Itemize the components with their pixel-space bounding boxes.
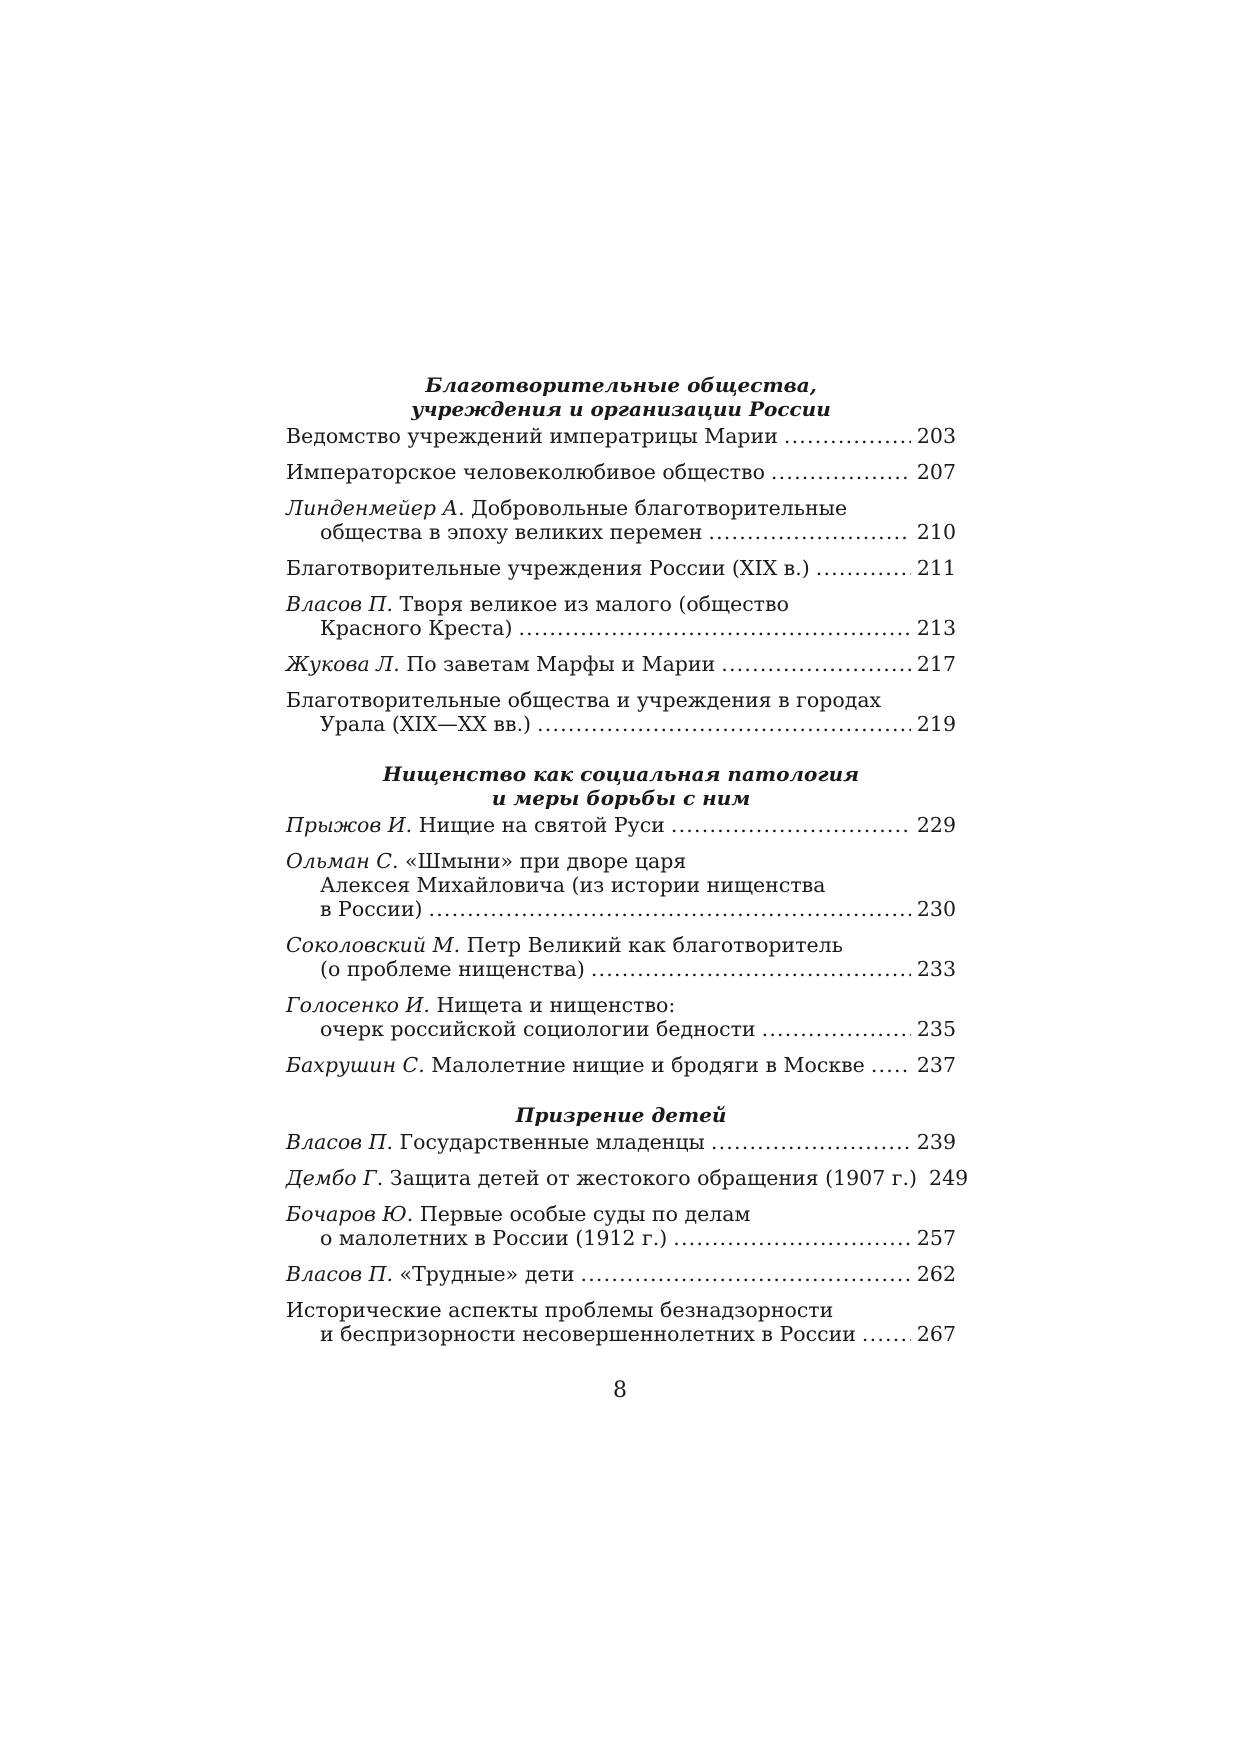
section-title	[286, 1103, 956, 1127]
toc-entry	[286, 933, 956, 981]
section-title-line: учреждения и организации России	[411, 397, 831, 421]
toc-entry	[286, 813, 956, 837]
entry-title: Урала (XIX—XX вв.)	[320, 712, 532, 736]
entry-page: 210	[916, 520, 956, 544]
entry-author: Голосенко И.	[286, 993, 430, 1017]
entry-line	[286, 520, 956, 544]
entry-title: Благотворительные учреждения России (XIX в.)	[286, 556, 810, 580]
toc-entry	[286, 688, 956, 736]
section-title-line: Благотворительные общества,	[425, 373, 817, 397]
entry-title: (о проблеме нищенства)	[320, 957, 585, 981]
entry-line	[286, 592, 956, 616]
toc-entry	[286, 993, 956, 1041]
entry-author: Власов П.	[286, 592, 394, 616]
entry-text	[286, 813, 665, 837]
entry-page: 203	[916, 424, 956, 448]
toc-section	[286, 762, 956, 1077]
dot-leader	[671, 813, 911, 837]
entry-title: Творя великое из малого (общество	[399, 592, 789, 616]
dot-leader	[816, 556, 911, 580]
entry-text	[286, 460, 765, 484]
entry-title: Нищета и нищенство:	[436, 993, 676, 1017]
toc-entry	[286, 1053, 956, 1077]
dot-leader	[871, 1053, 911, 1077]
entry-title: о малолетних в России (1912 г.)	[320, 1226, 668, 1250]
entry-line	[286, 813, 956, 837]
entry-line	[286, 1226, 956, 1250]
entry-title: Благотворительные общества и учреждения в городах	[286, 688, 882, 712]
entry-page: 267	[916, 1322, 956, 1346]
dot-leader	[428, 897, 910, 921]
entry-title: Петр Великий как благотворитель	[466, 933, 843, 957]
entry-line	[286, 616, 956, 640]
entry-title: общества в эпоху великих перемен	[320, 520, 703, 544]
dot-leader	[518, 616, 910, 640]
toc-entry	[286, 592, 956, 640]
dot-leader	[762, 1017, 911, 1041]
toc-entry	[286, 1166, 969, 1190]
entry-title: Защита детей от жестокого обращения (1907 г.)	[389, 1166, 918, 1190]
entry-title: По заветам Марфы и Марии	[406, 652, 716, 676]
entry-line	[286, 556, 956, 580]
section-title-line: Нищенство как социальная патология	[382, 762, 860, 786]
entry-line	[286, 957, 956, 981]
entry-title: Первые особые суды по делам	[419, 1202, 751, 1226]
entry-page: 233	[916, 957, 956, 981]
dot-leader	[708, 520, 910, 544]
entry-title: Малолетние нищие и бродяги в Москве	[431, 1053, 865, 1077]
entry-author: Дембо Г.	[286, 1166, 384, 1190]
dot-leader	[673, 1226, 911, 1250]
entry-line	[286, 1053, 956, 1077]
entry-line	[286, 688, 956, 712]
entry-text	[286, 424, 778, 448]
entry-text	[286, 1166, 917, 1190]
toc-section	[286, 1103, 969, 1346]
entry-text	[286, 1130, 705, 1154]
toc-entry	[286, 1262, 956, 1286]
entry-author: Власов П.	[286, 1262, 394, 1286]
dot-leader	[862, 1322, 911, 1346]
entry-line	[286, 1166, 969, 1190]
entry-page: 217	[916, 652, 956, 676]
toc-section	[286, 373, 956, 736]
entry-text	[286, 1262, 575, 1286]
entry-line	[286, 652, 956, 676]
toc-entry	[286, 556, 956, 580]
entry-author: Бочаров Ю.	[286, 1202, 414, 1226]
toc-entry	[286, 1298, 956, 1346]
entry-title: Добровольные благотворительные	[471, 496, 848, 520]
toc-entry	[286, 1202, 956, 1250]
entry-text	[286, 556, 810, 580]
entry-line	[286, 933, 956, 957]
entry-text	[286, 1053, 865, 1077]
entry-text	[320, 712, 531, 736]
entry-page: 230	[916, 897, 956, 921]
entry-title: в России)	[320, 897, 423, 921]
entry-title: Исторические аспекты проблемы безнадзорности	[286, 1298, 834, 1322]
entry-page: 229	[916, 813, 956, 837]
page-number: 8	[613, 1378, 627, 1403]
entry-title: Алексея Михайловича (из истории нищенства	[320, 873, 826, 897]
entry-page: 213	[916, 616, 956, 640]
table-of-contents	[286, 373, 969, 1358]
entry-page: 262	[916, 1262, 956, 1286]
entry-line	[286, 1202, 956, 1226]
entry-title: Ведомство учреждений императрицы Марии	[286, 424, 778, 448]
entry-author: Жукова Л.	[286, 652, 400, 676]
entry-line	[286, 1130, 956, 1154]
dot-leader	[581, 1262, 911, 1286]
entry-text	[320, 1322, 856, 1346]
dot-leader	[591, 957, 911, 981]
entry-page: 257	[916, 1226, 956, 1250]
entry-title: «Шмыни» при дворе царя	[405, 849, 687, 873]
entry-line	[286, 849, 956, 873]
section-title-line: и меры борьбы с ним	[491, 786, 751, 810]
entry-line	[286, 424, 956, 448]
entry-title: и беспризорности несовершеннолетних в России	[320, 1322, 856, 1346]
entry-line	[286, 1298, 956, 1322]
dot-leader	[784, 424, 911, 448]
entry-line	[286, 496, 956, 520]
entry-author: Бахрушин С.	[286, 1053, 425, 1077]
entry-text	[320, 1017, 756, 1041]
entry-line	[286, 873, 956, 897]
toc-entry	[286, 460, 956, 484]
entry-text	[320, 616, 512, 640]
section-title	[286, 373, 956, 421]
entry-line	[286, 1017, 956, 1041]
entry-text	[320, 520, 702, 544]
entry-title: Императорское человеколюбивое общество	[286, 460, 765, 484]
entry-title: очерк российской социологии бедности	[320, 1017, 756, 1041]
entry-line	[286, 460, 956, 484]
entry-title: Государственные младенцы	[399, 1130, 705, 1154]
entry-page: 249	[929, 1166, 969, 1190]
entry-author: Соколовский М.	[286, 933, 461, 957]
entry-title: «Трудные» дети	[399, 1262, 575, 1286]
entry-text	[286, 652, 715, 676]
entry-line	[286, 1322, 956, 1346]
section-title	[286, 762, 956, 810]
entry-page: 239	[916, 1130, 956, 1154]
dot-leader	[537, 712, 911, 736]
toc-entry	[286, 496, 956, 544]
entry-author: Ольман С.	[286, 849, 399, 873]
entry-page: 219	[916, 712, 956, 736]
entry-line	[286, 897, 956, 921]
entry-text	[320, 897, 422, 921]
entry-page: 235	[916, 1017, 956, 1041]
entry-author: Прыжов И.	[286, 813, 413, 837]
entry-text	[320, 1226, 667, 1250]
entry-title: Нищие на святой Руси	[418, 813, 665, 837]
entry-line	[286, 1262, 956, 1286]
dot-leader	[771, 460, 911, 484]
toc-entry	[286, 849, 956, 921]
entry-page: 211	[916, 556, 956, 580]
dot-leader	[711, 1130, 911, 1154]
entry-line	[286, 993, 956, 1017]
dot-leader	[721, 652, 911, 676]
section-title-line: Призрение детей	[515, 1103, 727, 1127]
toc-entry	[286, 1130, 956, 1154]
entry-page: 207	[916, 460, 956, 484]
toc-entry	[286, 424, 956, 448]
entry-page: 237	[916, 1053, 956, 1077]
entry-text	[320, 957, 585, 981]
toc-entry	[286, 652, 956, 676]
entry-line	[286, 712, 956, 736]
entry-author: Линденмейер А.	[286, 496, 465, 520]
entry-title: Красного Креста)	[320, 616, 513, 640]
entry-author: Власов П.	[286, 1130, 394, 1154]
